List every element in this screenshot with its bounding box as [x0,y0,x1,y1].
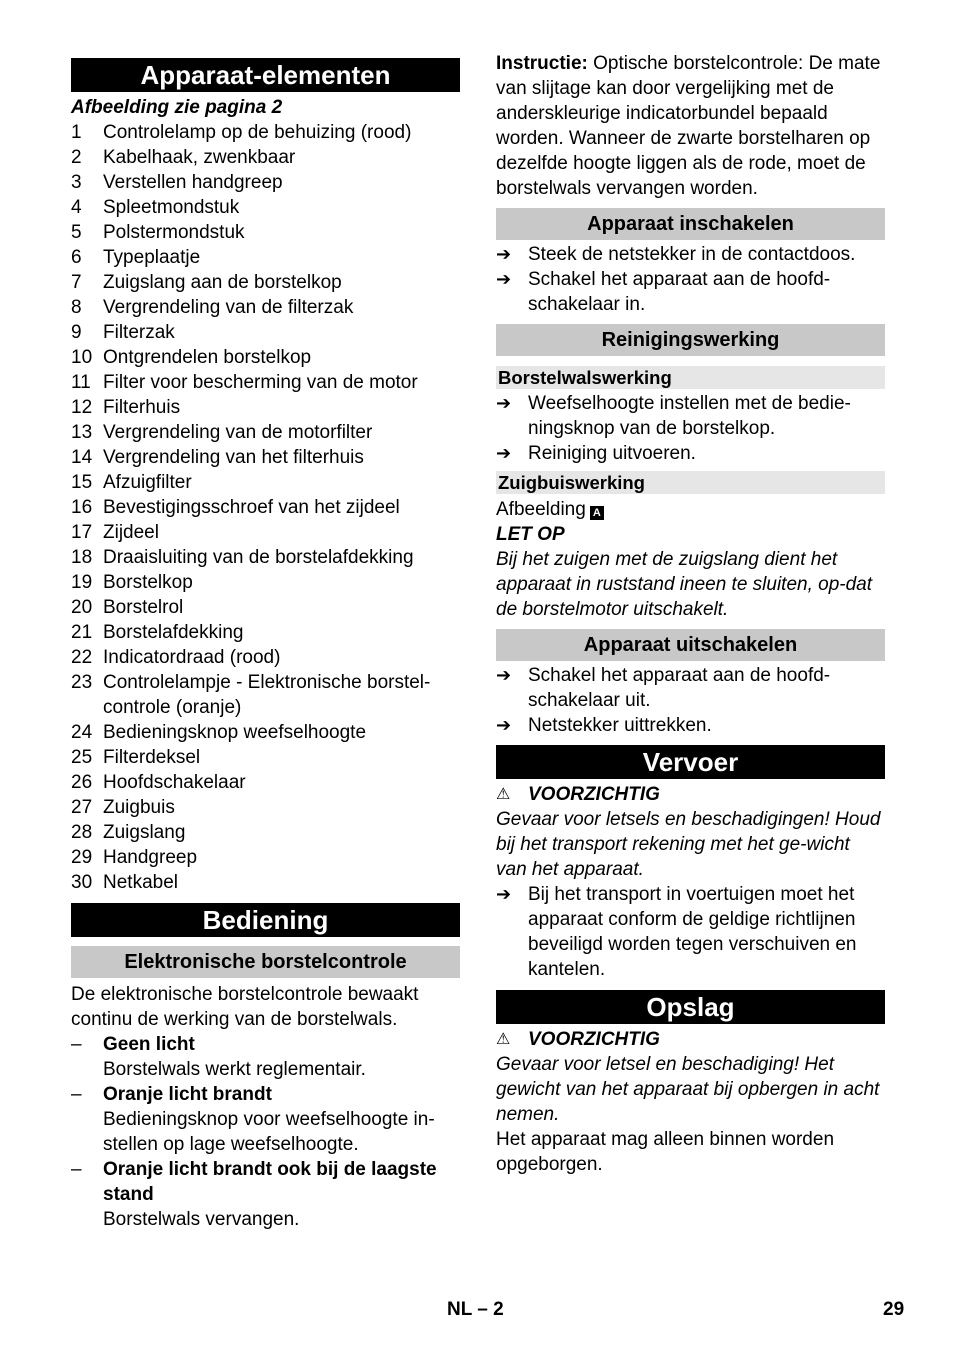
element-list-item [71,145,460,170]
caution-label: VOORZICHTIG [528,1029,660,1050]
element-number: 20 [71,597,93,618]
element-list-item [71,395,460,420]
element-number: 17 [71,522,93,543]
element-list-item [71,745,460,770]
dash-bullet: – [71,1034,82,1055]
arrow-icon: ➔ [496,443,512,463]
element-label: Bedieningsknop weefselhoogte [103,722,367,743]
element-list-item [71,345,460,370]
element-label: Borstelrol [103,597,184,618]
suction-heading: Zuigbuiswerking [496,471,885,494]
element-number: 13 [71,422,93,443]
arrow-icon: ➔ [496,269,512,289]
dash-bullet: – [71,1084,82,1105]
step-item [496,882,885,982]
element-label: Polstermondstuk [103,222,245,243]
arrow-icon: ➔ [496,244,512,264]
brush-state-text: Borstelwals vervangen. [103,1209,300,1230]
step-text: Netstekker uittrekken. [528,715,712,736]
element-list-item [71,670,460,720]
element-number: 4 [71,197,82,218]
brush-state-title: Oranje licht brandt [103,1084,272,1105]
transport-heading: Vervoer [496,745,885,779]
element-label: Netkabel [103,872,178,893]
brush-state-body [103,1157,460,1232]
figure-line [496,497,885,522]
element-label: Zuigslang aan de borstelkop [103,272,342,293]
element-list-item [71,120,460,145]
element-list-item [71,645,460,670]
element-label: Zuigslang [103,822,186,843]
element-label: Filter voor bescherming van de motor [103,372,418,393]
element-number: 10 [71,347,93,368]
element-list-item [71,295,460,320]
element-list-item [71,445,460,470]
note-text: Bij het zuigen met de zuigslang dient het apparaat in ruststand ineen te sluiten, op-dat de borstelmotor uitschakelt. [496,549,873,620]
element-number: 26 [71,772,93,793]
element-list-item [71,245,460,270]
brush-mode-steps [496,391,885,466]
element-label: Verstellen handgreep [103,172,283,193]
element-label: Vergrendeling van het filterhuis [103,447,364,468]
caution-label: VOORZICHTIG [528,784,660,805]
step-item [496,441,885,466]
brush-mode-heading: Borstelwalswerking [496,366,885,389]
brush-state-text: Bedieningsknop voor weefselhoogte in-stellen op lage weefselhoogte. [103,1109,435,1155]
switch-on-steps [496,242,885,317]
warning-icon: ⚠ [496,1031,511,1048]
element-label: Filterzak [103,322,175,343]
element-number: 2 [71,147,82,168]
footer-language-page: NL – 2 [447,1299,504,1320]
element-number: 6 [71,247,82,268]
element-number: 14 [71,447,93,468]
element-list-item [71,820,460,845]
element-number: 28 [71,822,93,843]
storage-text: Het apparaat mag alleen binnen worden opgeborgen. [496,1129,835,1175]
step-text: Schakel het apparaat aan de hoofd-schakelaar uit. [528,665,831,711]
step-item [496,663,885,713]
page-number: 29 [883,1299,905,1320]
step-text: Bij het transport in voertuigen moet het apparaat conform de geldige richtlijnen beveiligd worden tegen verschuiven en kantelen. [528,884,857,980]
brush-state-text: Borstelwals werkt reglementair. [103,1059,366,1080]
element-number: 23 [71,672,93,693]
element-label: Filterdeksel [103,747,201,768]
element-label: Filterhuis [103,397,181,418]
step-text: Schakel het apparaat aan de hoofd-schakelaar in. [528,269,831,315]
element-list-item [71,570,460,595]
element-list-item [71,320,460,345]
right-column [496,0,885,1177]
step-item [496,713,885,738]
elements-list [71,120,460,895]
step-item [496,242,885,267]
element-list-item [71,870,460,895]
element-list-item [71,770,460,795]
brush-state-item [71,1082,460,1157]
element-number: 12 [71,397,93,418]
element-label: Controlelampje - Elektronische borstel-controle (oranje) [103,672,431,718]
element-label: Borstelafdekking [103,622,244,643]
element-number: 5 [71,222,82,243]
element-number: 22 [71,647,93,668]
element-number: 27 [71,797,93,818]
element-list-item [71,470,460,495]
element-number: 15 [71,472,93,493]
figure-label: Afbeelding [496,499,586,520]
left-column [71,0,460,1232]
element-label: Handgreep [103,847,198,868]
element-label: Bevestigingsschroef van het zijdeel [103,497,400,518]
element-number: 30 [71,872,93,893]
element-label: Zijdeel [103,522,159,543]
element-number: 19 [71,572,93,593]
switch-off-steps [496,663,885,738]
figure-reference: Afbeelding zie pagina 2 [71,97,283,118]
step-text: Weefselhoogte instellen met de bedie-ningsknop van de borstelkop. [528,393,851,439]
element-list-item [71,195,460,220]
brush-states-list [71,1032,460,1232]
element-number: 29 [71,847,93,868]
element-list-item [71,720,460,745]
element-list-item [71,620,460,645]
element-number: 25 [71,747,93,768]
switch-on-heading: Apparaat inschakelen [496,208,885,240]
transport-caution [496,782,885,807]
element-list-item [71,170,460,195]
brush-state-item [71,1157,460,1232]
element-label: Zuigbuis [103,797,175,818]
element-label: Spleetmondstuk [103,197,240,218]
element-number: 9 [71,322,82,343]
element-label: Borstelkop [103,572,193,593]
dash-bullet: – [71,1159,82,1180]
brush-control-intro: De elektronische borstelcontrole bewaakt continu de werking van de borstelwals. [71,984,419,1030]
element-number: 1 [71,122,82,143]
brush-state-title: Geen licht [103,1034,195,1055]
brush-state-item [71,1032,460,1082]
brush-state-title: Oranje licht brandt ook bij de laagste stand [103,1159,437,1205]
element-list-item [71,795,460,820]
figure-a-icon: A [590,506,604,520]
element-number: 3 [71,172,82,193]
brush-state-body [103,1032,460,1082]
switch-off-heading: Apparaat uitschakelen [496,629,885,661]
element-list-item [71,845,460,870]
arrow-icon: ➔ [496,393,512,413]
element-label: Controlelamp op de behuizing (rood) [103,122,412,143]
storage-warning-text: Gevaar voor letsel en beschadiging! Het gewicht van het apparaat bij opbergen in acht nemen. [496,1054,880,1125]
transport-warning-text: Gevaar voor letsels en beschadigingen! Houd bij het transport rekening met het ge-wicht van het apparaat. [496,809,881,880]
element-label: Indicatordraad (rood) [103,647,281,668]
element-number: 24 [71,722,93,743]
operation-heading: Bediening [71,903,460,937]
brush-state-body [103,1082,460,1157]
step-text: Steek de netstekker in de contactdoos. [528,244,856,265]
element-label: Vergrendeling van de motorfilter [103,422,373,443]
step-item [496,267,885,317]
element-number: 18 [71,547,93,568]
element-label: Typeplaatje [103,247,201,268]
element-label: Hoofdschakelaar [103,772,246,793]
element-list-item [71,545,460,570]
instruction-label: Instructie: [496,53,588,74]
transport-steps [496,882,885,982]
brush-control-heading: Elektronische borstelcontrole [71,946,460,978]
arrow-icon: ➔ [496,715,512,735]
elements-heading: Apparaat-elementen [71,58,460,92]
element-number: 11 [71,372,91,393]
element-list-item [71,270,460,295]
element-label: Kabelhaak, zwenkbaar [103,147,296,168]
element-list-item [71,220,460,245]
element-number: 21 [71,622,93,643]
element-label: Draaisluiting van de borstelafdekking [103,547,414,568]
element-list-item [71,420,460,445]
storage-heading: Opslag [496,990,885,1024]
arrow-icon: ➔ [496,665,512,685]
element-list-item [71,495,460,520]
warning-icon: ⚠ [496,786,511,803]
element-number: 16 [71,497,93,518]
element-list-item [71,370,460,395]
cleaning-heading: Reinigingswerking [496,324,885,356]
element-list-item [71,520,460,545]
note-label: LET OP [496,524,565,545]
step-text: Reiniging uitvoeren. [528,443,696,464]
element-number: 7 [71,272,82,293]
instruction-text: Optische borstelcontrole: De mate van slijtage kan door vergelijking met de anderskleurige indicatorbundel bepaald worden. Wanneer de zwarte borstelharen op dezelfde hoogte liggen als de rode, moet de borstelwals vervangen worden. [496,53,881,199]
step-item [496,391,885,441]
element-label: Vergrendeling van de filterzak [103,297,354,318]
element-number: 8 [71,297,82,318]
instruction-paragraph [496,51,885,201]
element-label: Afzuigfilter [103,472,192,493]
element-label: Ontgrendelen borstelkop [103,347,312,368]
storage-caution [496,1027,885,1052]
arrow-icon: ➔ [496,884,512,904]
element-list-item [71,595,460,620]
